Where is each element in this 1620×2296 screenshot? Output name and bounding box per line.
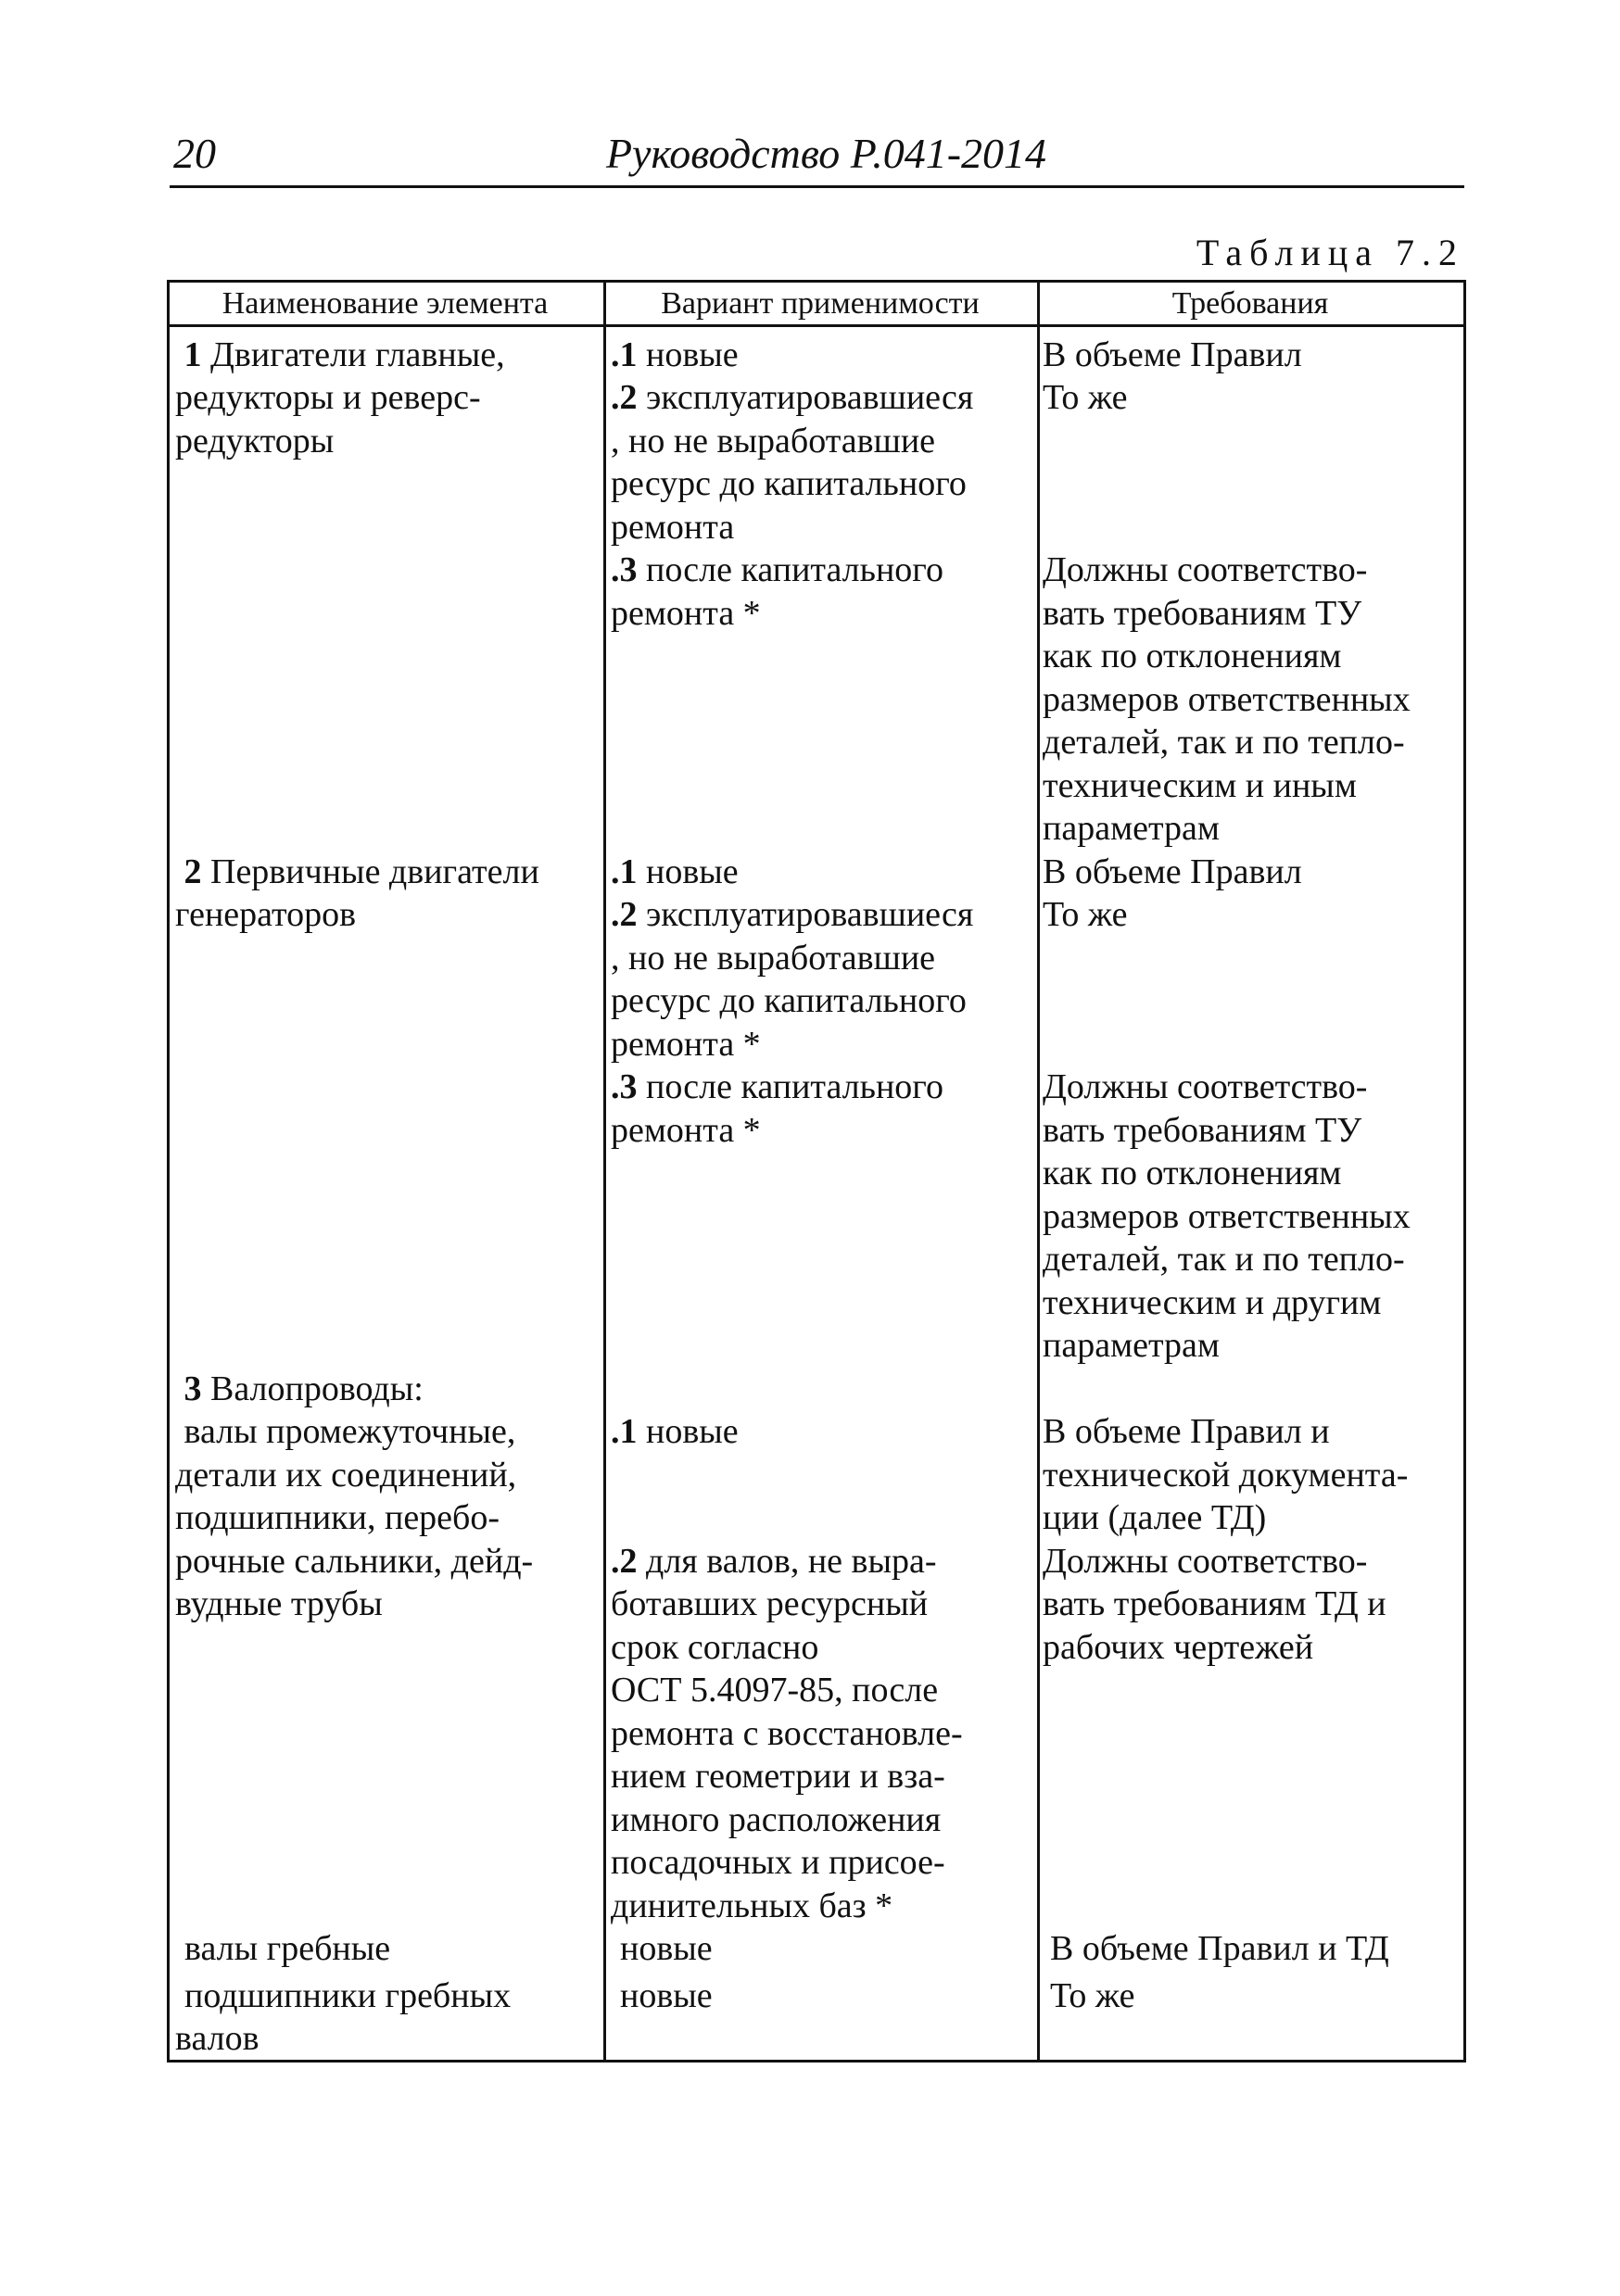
- variant-number: .2: [611, 895, 638, 934]
- requirement-line: вать требованиям ТД и: [1043, 1584, 1386, 1623]
- element-line: редукторы и реверс-: [175, 378, 481, 417]
- requirement-line: То же: [1050, 1976, 1135, 2015]
- requirement-line: технической документа-: [1043, 1456, 1409, 1495]
- variant-line: эксплуатировавшиеся: [637, 378, 974, 417]
- requirement-line: ции (далее ТД): [1043, 1498, 1267, 1537]
- variant-line: для валов, не выра-: [637, 1542, 937, 1581]
- requirement-line: В объеме Правил и: [1043, 1412, 1330, 1451]
- requirement-line: рабочих чертежей: [1043, 1628, 1314, 1667]
- requirement-line: параметрам: [1043, 809, 1220, 848]
- variant-cell: [611, 1410, 739, 1454]
- variant-line: ресурс до капитального: [611, 981, 967, 1020]
- requirement-line: То же: [1043, 895, 1128, 934]
- requirement-line: техническим и иным: [1043, 766, 1357, 805]
- requirement-line: В объеме Правил: [1043, 852, 1302, 891]
- table-header-row: [170, 283, 1463, 327]
- running-title: Руководство Р.041-2014: [605, 130, 1047, 177]
- variant-number: .2: [611, 378, 638, 417]
- variant-line: , но не выработавшие: [611, 422, 936, 460]
- variant-line: после капитального: [637, 1067, 943, 1106]
- element-line: детали их соединений,: [175, 1456, 517, 1495]
- column-header-requirements: Требования: [1171, 286, 1329, 321]
- variant-line: эксплуатировавшиеся: [637, 895, 974, 934]
- element-line: редукторы: [175, 422, 335, 460]
- requirement-line: Должны соответство-: [1043, 550, 1368, 589]
- variant-line: ботавших ресурсный: [611, 1584, 929, 1623]
- requirement-line: вать требованиям ТУ: [1043, 1111, 1362, 1150]
- variant-line: ресурс до капитального: [611, 464, 967, 503]
- variant-number: .3: [611, 1067, 638, 1106]
- requirement-line: В объеме Правил: [1043, 335, 1302, 374]
- requirement-line: То же: [1043, 378, 1128, 417]
- element-cell: [175, 334, 505, 377]
- element-number: 2: [184, 852, 202, 891]
- variant-line: ремонта с восстановле-: [611, 1714, 963, 1753]
- variant-number: .1: [611, 1412, 638, 1451]
- variant-cell: [611, 549, 943, 592]
- variant-line: ремонта *: [611, 1111, 761, 1150]
- requirement-line: параметрам: [1043, 1326, 1220, 1365]
- variant-number: .1: [611, 852, 638, 891]
- requirement-line: техническим и другим: [1043, 1283, 1382, 1322]
- variant-cell: [611, 1540, 937, 1583]
- element-number: 1: [184, 335, 202, 374]
- variant-cell: [611, 376, 973, 420]
- element-cell: [175, 1368, 424, 1411]
- requirement-line: В объеме Правил и ТД: [1050, 1929, 1389, 1968]
- element-line: валы гребные: [184, 1929, 391, 1968]
- element-number: 3: [184, 1369, 202, 1408]
- variant-line: динительных баз *: [611, 1886, 893, 1925]
- variant-line: новые: [620, 1929, 713, 1968]
- page-number: 20: [173, 130, 216, 177]
- requirements-table: [167, 280, 1466, 2063]
- variant-line: срок согласно: [611, 1628, 819, 1667]
- variant-line: после капитального: [637, 550, 943, 589]
- variant-line: новые: [620, 1976, 713, 2015]
- element-cell: [175, 851, 539, 894]
- requirement-line: как по отклонениям: [1043, 637, 1342, 675]
- element-line: Первичные двигатели: [201, 852, 539, 891]
- element-line: Двигатели главные,: [201, 335, 505, 374]
- column-header-variant: Вариант применимости: [661, 286, 980, 321]
- variant-line: ремонта: [611, 508, 735, 547]
- variant-line: новые: [637, 852, 739, 891]
- requirement-line: деталей, так и по тепло-: [1043, 1240, 1405, 1279]
- requirement-line: Должны соответство-: [1043, 1067, 1368, 1106]
- variant-line: имного расположения: [611, 1800, 942, 1839]
- variant-cell: [611, 334, 739, 377]
- element-line: валов: [175, 2019, 259, 2058]
- column-element: [170, 283, 601, 2060]
- table-caption: Таблица 7.2: [1196, 232, 1464, 273]
- element-line: рочные сальники, дейд-: [175, 1542, 534, 1581]
- variant-number: .3: [611, 550, 638, 589]
- requirement-line: размеров ответственных: [1043, 680, 1411, 719]
- variant-number: .2: [611, 1542, 638, 1581]
- variant-line: новые: [637, 1412, 739, 1451]
- requirement-line: деталей, так и по тепло-: [1043, 723, 1405, 762]
- element-line: валы промежуточные,: [175, 1412, 516, 1451]
- variant-line: новые: [637, 335, 739, 374]
- requirement-line: размеров ответственных: [1043, 1197, 1411, 1236]
- variant-line: посадочных и присое-: [611, 1843, 945, 1882]
- requirement-line: вать требованиям ТУ: [1043, 594, 1362, 633]
- element-line: Валопроводы:: [201, 1369, 424, 1408]
- variant-line: , но не выработавшие: [611, 939, 936, 978]
- requirement-line: Должны соответство-: [1043, 1542, 1368, 1581]
- variant-cell: [611, 1066, 943, 1109]
- variant-line: нием геометрии и вза-: [611, 1757, 945, 1796]
- element-line: подшипники, перебо-: [175, 1498, 500, 1537]
- variant-line: ОСТ 5.4097-85, после: [611, 1671, 939, 1709]
- variant-cell: [611, 851, 739, 894]
- column-header-element: Наименование элемента: [221, 286, 549, 321]
- page-header: [170, 128, 1464, 188]
- requirement-line: как по отклонениям: [1043, 1154, 1342, 1192]
- variant-line: ремонта *: [611, 594, 761, 633]
- element-line: подшипники гребных: [184, 1976, 512, 2015]
- variant-number: .1: [611, 335, 638, 374]
- element-line: вудные трубы: [175, 1584, 383, 1623]
- variant-cell: [611, 893, 973, 937]
- variant-line: ремонта *: [611, 1025, 761, 1064]
- element-line: генераторов: [175, 895, 357, 934]
